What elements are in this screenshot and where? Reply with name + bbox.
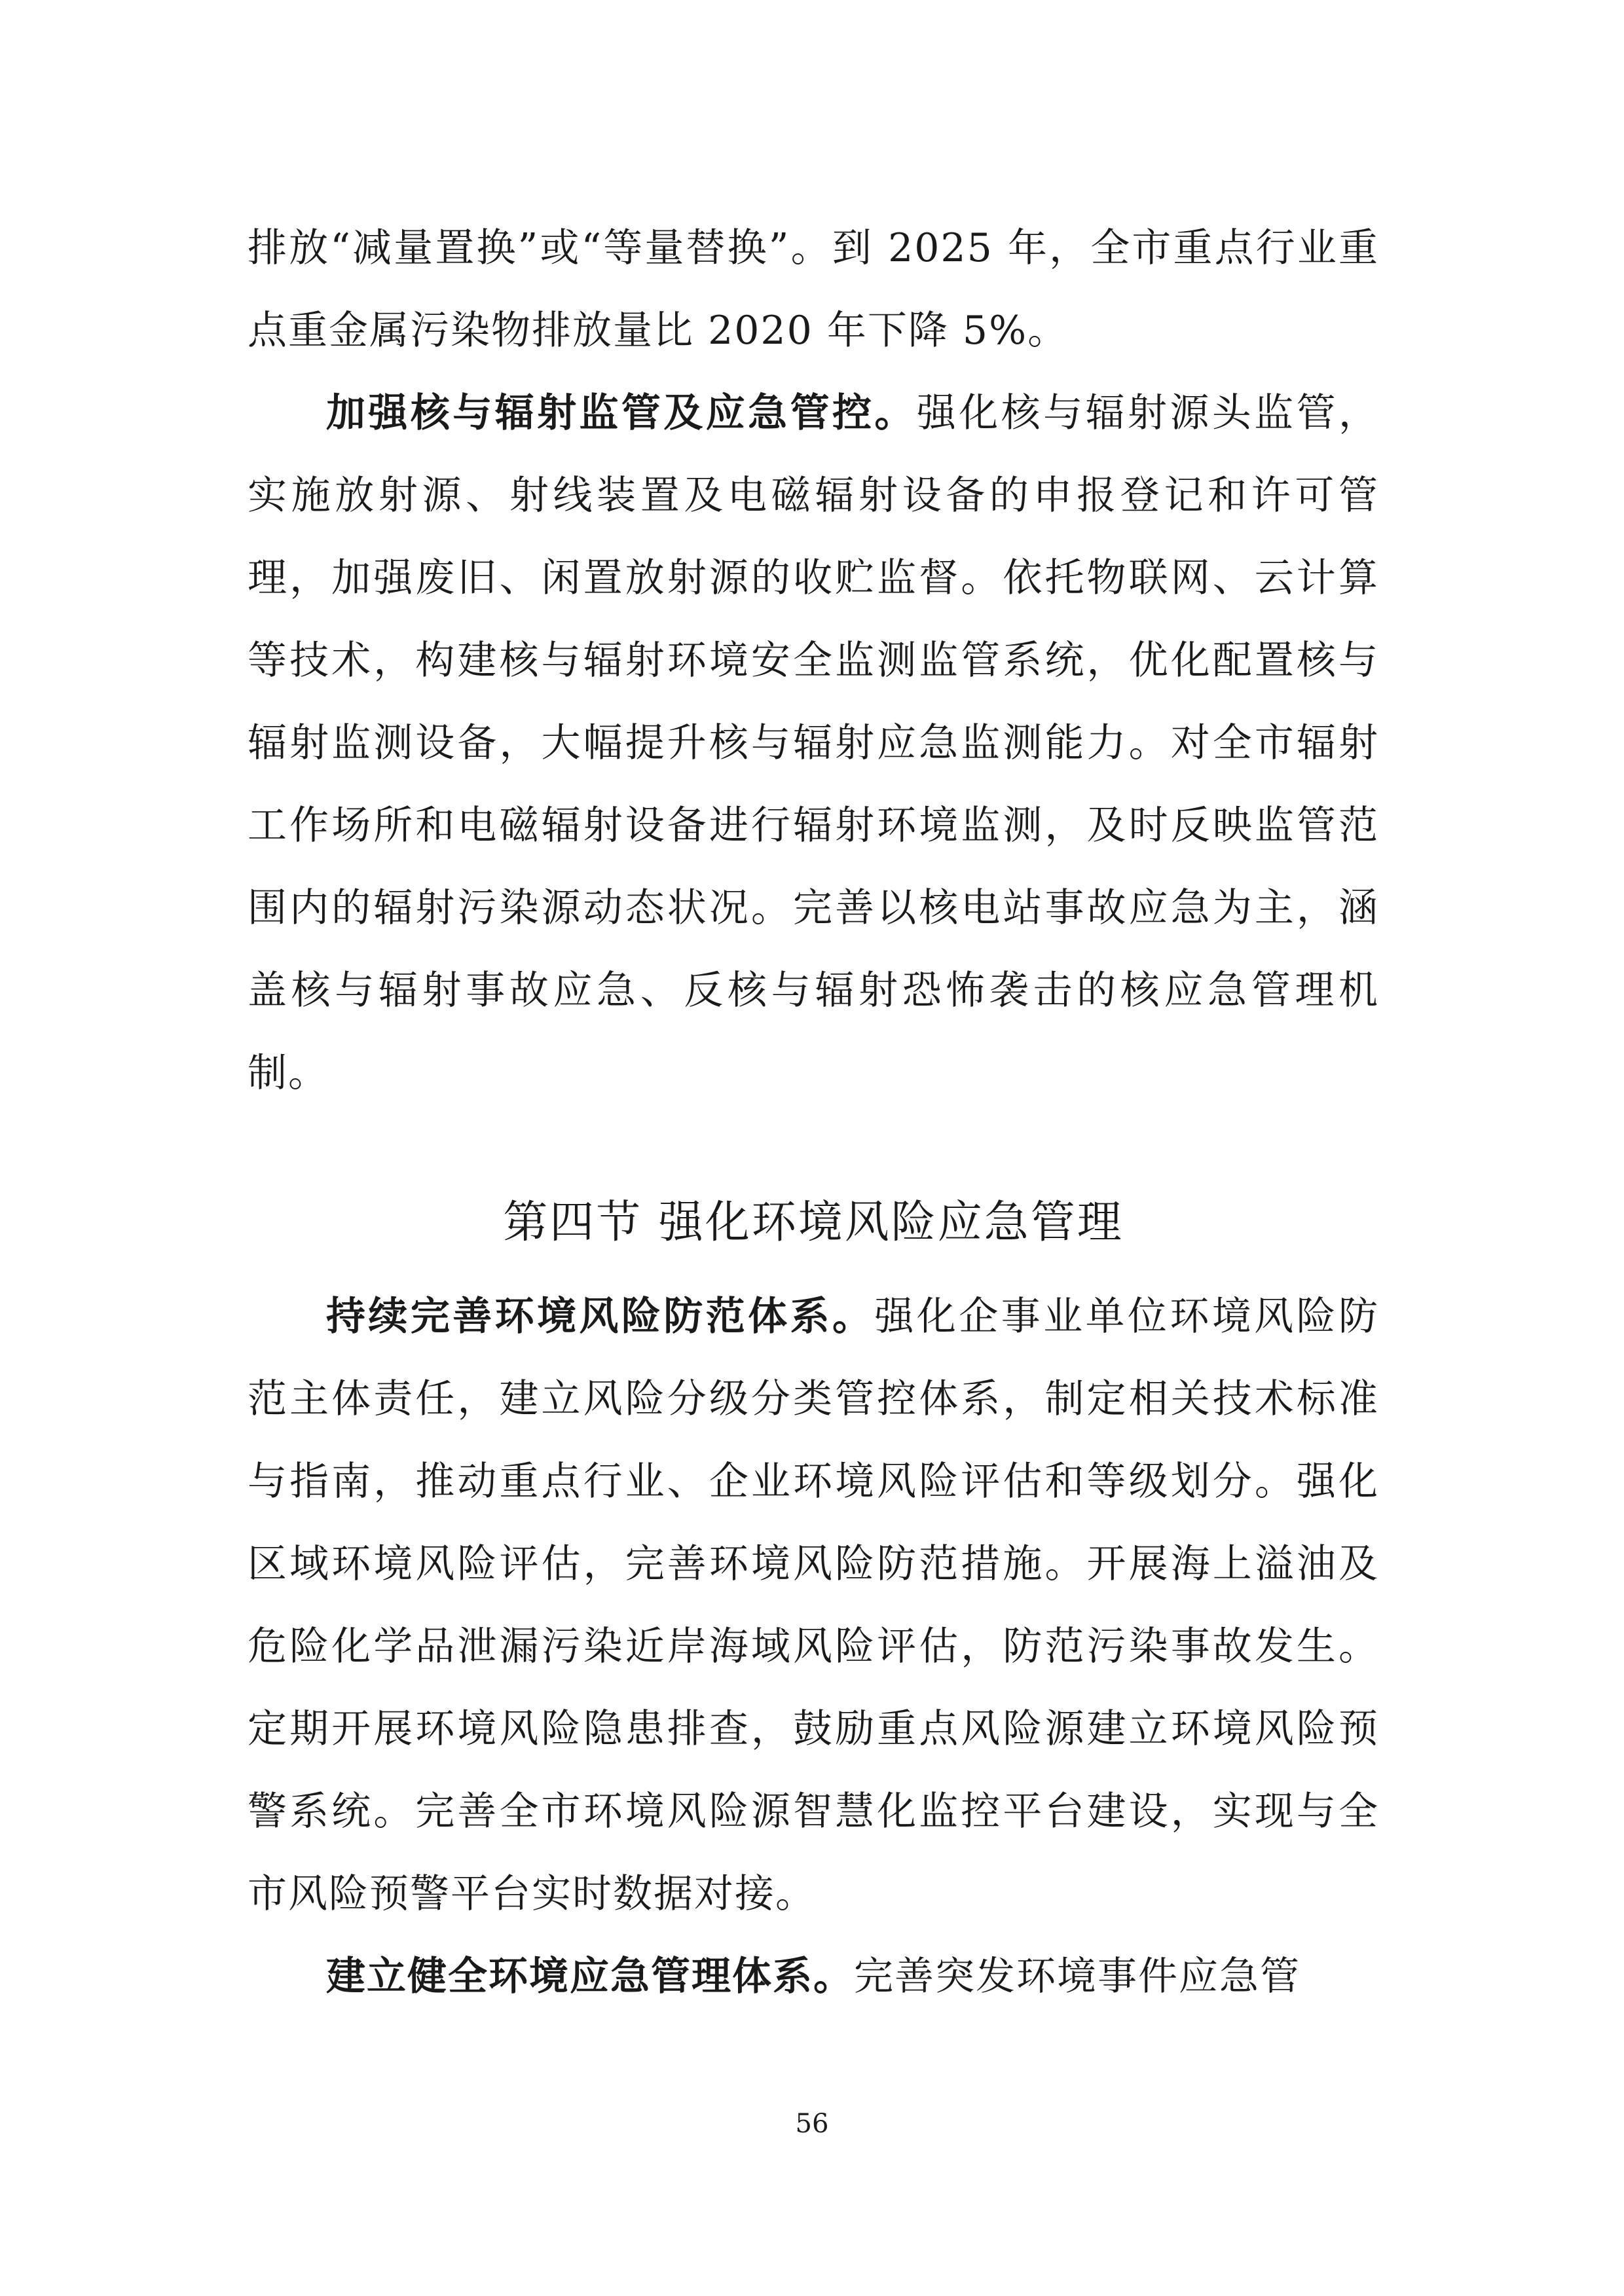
paragraph-lead: 建立健全环境应急管理体系。 xyxy=(326,1954,854,1999)
paragraph-risk-prevention xyxy=(248,1275,1379,1935)
paragraph-body: 强化核与辐射源头监管，实施放射源、射线装置及电磁辐射设备的申报登记和许可管理，加强废旧、闲置放射源的收贮监督。依托物联网、云计算等技术，构建核与辐射环境安全监测监管系统，优化配置核与辐射监测设备，大幅提升核与辐射应急监测能力。对全市辐射工作场所和电磁辐射设备进行辐射环境监测，及时反映监管范围内的辐射污染源动态状况。完善以核电站事故应急为主，涵盖核与辐射事故应急、反核与辐射恐怖袭击的核应急管理机制。 xyxy=(248,390,1380,1096)
paragraph-nuclear-radiation xyxy=(248,372,1379,1114)
section-heading: 第四节 强化环境风险应急管理 xyxy=(503,1197,1124,1248)
paragraph-block xyxy=(248,1275,1379,1935)
page-number: 56 xyxy=(795,2109,829,2139)
paragraph-body: 排放“减量置换”或“等量替换”。到 2025 年，全市重点行业重点重金属污染物排放量比 2020 年下降 5%。 xyxy=(248,225,1379,354)
paragraph-block xyxy=(248,207,1379,372)
paragraph-lead: 持续完善环境风险防范体系。 xyxy=(326,1294,875,1339)
paragraph-continued xyxy=(248,207,1379,372)
paragraph-body: 强化企事业单位环境风险防范主体责任，建立风险分级分类管控体系，制定相关技术标准与指南，推动重点行业、企业环境风险评估和等级划分。强化区域环境风险评估，完善环境风险防范措施。开展海上溢油及危险化学品泄漏污染近岸海域风险评估，防范污染事故发生。定期开展环境风险隐患排查，鼓励重点风险源建立环境风险预警系统。完善全市环境风险源智慧化监控平台建设，实现与全市风险预警平台实时数据对接。 xyxy=(248,1294,1380,1917)
paragraph-body: 完善突发环境事件应急管 xyxy=(854,1954,1301,1999)
paragraph-block xyxy=(248,1935,1379,2018)
paragraph-block xyxy=(248,372,1379,1114)
paragraph-emergency-management xyxy=(248,1935,1379,2018)
paragraph-lead: 加强核与辐射监管及应急管控。 xyxy=(326,390,917,436)
